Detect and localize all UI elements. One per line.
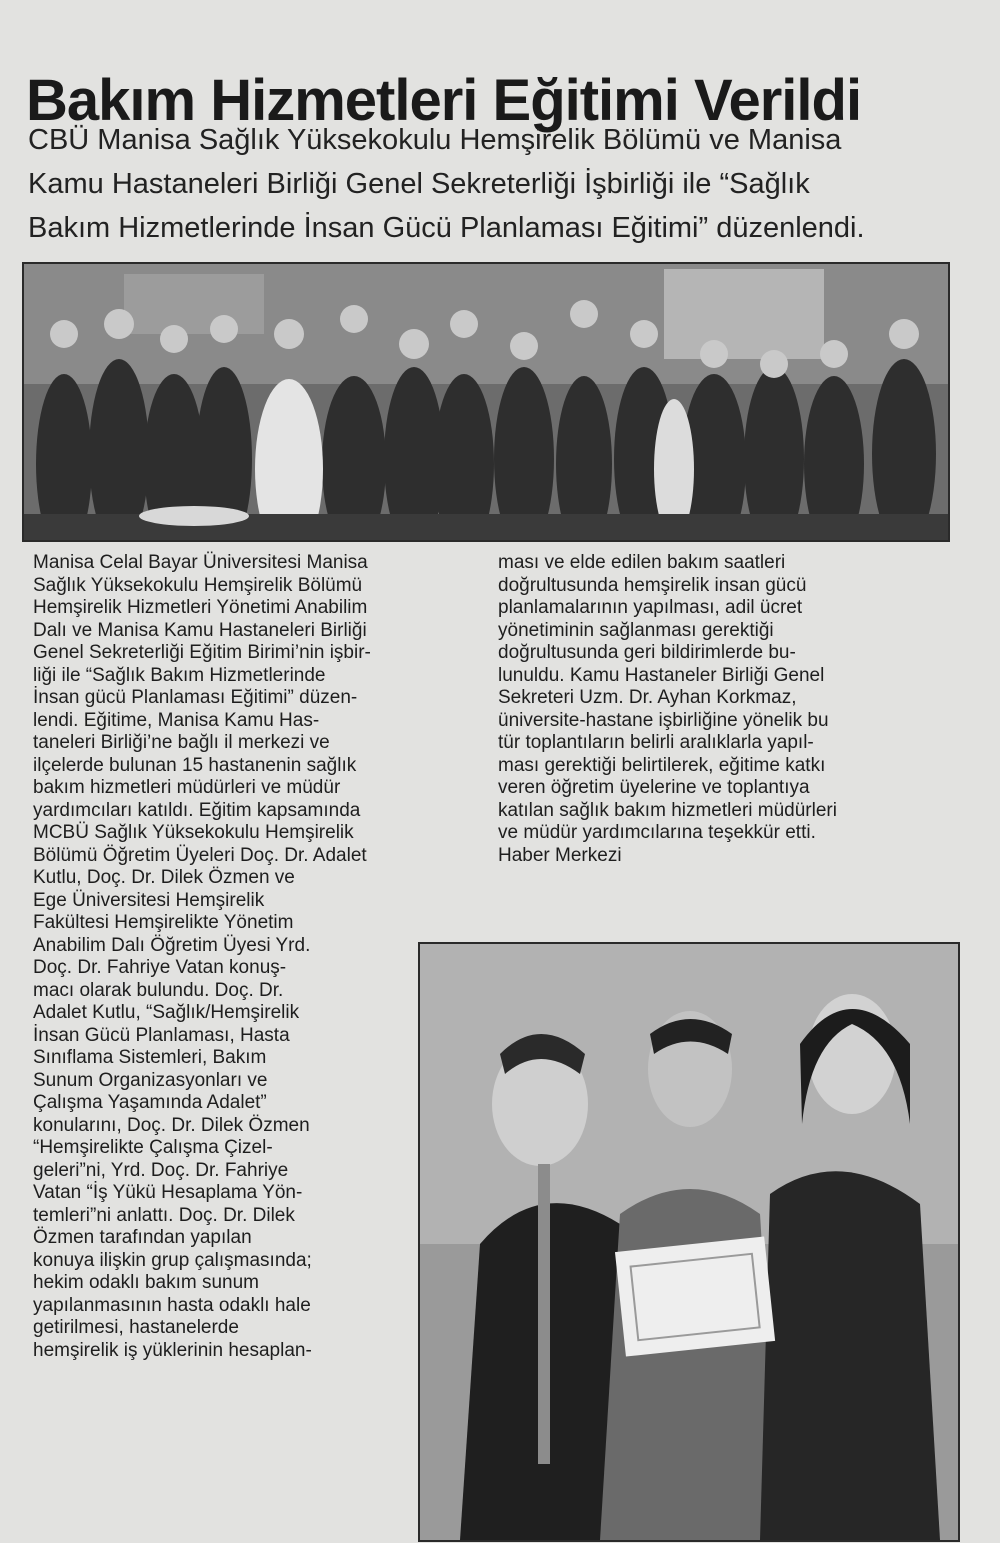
body-line: Bölümü Öğretim Üyeleri Doç. Dr. Adalet: [33, 844, 367, 866]
body-line: Özmen tarafından yapılan: [33, 1227, 252, 1248]
body-line: Anabilim Dalı Öğretim Üyesi Yrd.: [33, 934, 311, 956]
body-line: ması ve elde edilen bakım saatleri: [498, 552, 786, 573]
article-right-column: [498, 552, 958, 867]
body-line: Hemşirelik Hizmetleri Yönetimi Anabilim: [33, 597, 368, 618]
body-line: üniversite-hastane işbirliğine yönelik bu: [498, 709, 829, 731]
body-line: liği ile “Sağlık Bakım Hizmetlerinde: [33, 664, 326, 686]
headline: Bakım Hizmetleri Eğitimi Verildi: [26, 67, 862, 133]
body-line: bakım hizmetleri müdürleri ve müdür: [33, 777, 341, 798]
body-line: getirilmesi, hastanelerde: [33, 1317, 239, 1338]
body-line: lendi. Eğitime, Manisa Kamu Has-: [33, 709, 320, 731]
body-line: yönetiminin sağlanması gerektiği: [498, 619, 774, 641]
deck-line: Kamu Hastaneleri Birliği Genel Sekreterliği İşbirliği ile “Sağlık: [28, 168, 810, 200]
deck-line: CBÜ Manisa Sağlık Yüksekokulu Hemşirelik Bölümü ve Manisa: [28, 124, 842, 156]
body-line: Doç. Dr. Fahriye Vatan konuş-: [33, 957, 287, 978]
body-line: doğrultusunda hemşirelik insan gücü: [498, 574, 807, 596]
body-line: taneleri Birliği’ne bağlı il merkezi ve: [33, 732, 330, 753]
body-line: geleri”ni, Yrd. Doç. Dr. Fahriye: [33, 1159, 289, 1181]
body-line: “Hemşirelikte Çalışma Çizel-: [33, 1137, 273, 1158]
certificate-photo: [418, 942, 960, 1542]
body-line: temleri”ni anlattı. Doç. Dr. Dilek: [33, 1204, 295, 1226]
body-line: ilçelerde bulunan 15 hastanenin sağlık: [33, 754, 357, 776]
body-line: Vatan “İş Yükü Hesaplama Yön-: [33, 1182, 303, 1203]
body-line: Dalı ve Manisa Kamu Hastaneleri Birliği: [33, 619, 367, 641]
body-line: konuya ilişkin grup çalışmasında;: [33, 1249, 312, 1271]
body-line: ması gerektiği belirtilerek, eğitime katkı: [498, 754, 826, 776]
body-line: planlamalarının yapılması, adil ücret: [498, 597, 803, 618]
group-photo: [22, 262, 950, 542]
body-line: yardımcıları katıldı. Eğitim kapsamında: [33, 799, 361, 821]
body-line: macı olarak bulundu. Doç. Dr.: [33, 979, 284, 1001]
body-line: Genel Sekreterliği Eğitim Birimi’nin işbir-: [33, 642, 371, 663]
certificate-photo-illustration: [420, 944, 958, 1540]
group-photo-illustration: [24, 264, 948, 540]
body-line: doğrultusunda geri bildirimlerde bu-: [498, 642, 796, 663]
body-line: Sağlık Yüksekokulu Hemşirelik Bölümü: [33, 574, 363, 596]
body-line: konularını, Doç. Dr. Dilek Özmen: [33, 1114, 310, 1136]
body-line: Fakültesi Hemşirelikte Yönetim: [33, 912, 294, 933]
body-line: Çalışma Yaşamında Adalet”: [33, 1092, 267, 1113]
body-line: İnsan Gücü Planlaması, Hasta: [33, 1024, 290, 1046]
body-line: Sınıflama Sistemleri, Bakım: [33, 1047, 267, 1068]
article-left-column: [33, 552, 463, 1362]
body-line: Ege Üniversitesi Hemşirelik: [33, 889, 265, 911]
body-line: Manisa Celal Bayar Üniversitesi Manisa: [33, 552, 368, 573]
byline: Haber Merkezi: [498, 844, 622, 866]
body-line: Adalet Kutlu, “Sağlık/Hemşirelik: [33, 1002, 300, 1023]
body-line: ve müdür yardımcılarına teşekkür etti.: [498, 822, 816, 843]
body-line: hemşirelik iş yüklerinin hesaplan-: [33, 1339, 312, 1361]
body-line: veren öğretim üyelerine ve toplantıya: [498, 777, 810, 798]
body-line: lunuldu. Kamu Hastaneler Birliği Genel: [498, 664, 825, 686]
deck-line: Bakım Hizmetlerinde İnsan Gücü Planlaması Eğitimi” düzenlendi.: [28, 212, 865, 244]
body-line: İnsan gücü Planlaması Eğitimi” düzen-: [33, 687, 358, 708]
body-line: hekim odaklı bakım sunum: [33, 1272, 259, 1293]
body-line: katılan sağlık bakım hizmetleri müdürleri: [498, 799, 837, 821]
body-line: Sunum Organizasyonları ve: [33, 1069, 268, 1091]
deck-subheadline: [28, 118, 968, 250]
body-line: MCBÜ Sağlık Yüksekokulu Hemşirelik: [33, 822, 354, 843]
body-line: tür toplantıların belirli aralıklarla yapıl-: [498, 732, 814, 753]
body-line: yapılanmasının hasta odaklı hale: [33, 1294, 311, 1316]
body-line: Sekreteri Uzm. Dr. Ayhan Korkmaz,: [498, 687, 797, 708]
body-line: Kutlu, Doç. Dr. Dilek Özmen ve: [33, 867, 295, 888]
